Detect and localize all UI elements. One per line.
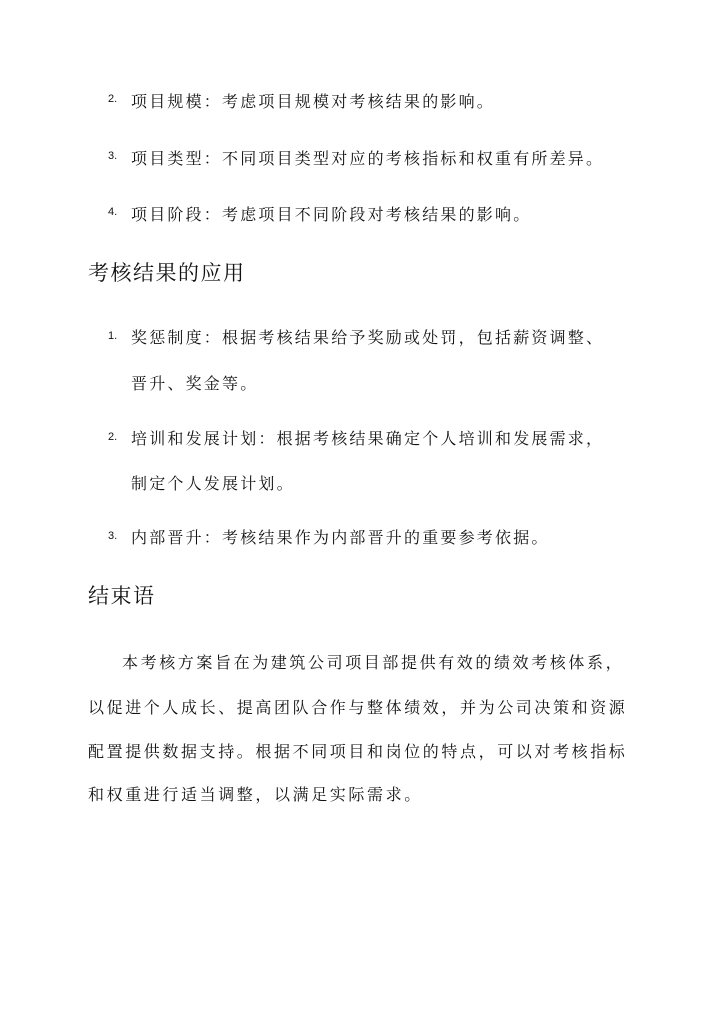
paragraph-line: 以促进个人成长、提高团队合作与整体绩效，并为公司决策和资源 (88, 698, 628, 717)
list-item-text-continued: 制定个人发展计划。 (131, 474, 295, 493)
list-item-number: 2. (108, 431, 118, 443)
list-item-number: 1. (108, 330, 118, 342)
list-item-number: 3. (108, 150, 118, 162)
list-item-text: 项目规模：考虑项目规模对考核结果的影响。 (131, 92, 496, 111)
list-item-number: 2. (108, 93, 118, 105)
list-item-number: 4. (108, 206, 118, 218)
paragraph-line: 本考核方案旨在为建筑公司项目部提供有效的绩效考核体系， (122, 653, 625, 672)
list-item-number: 3. (108, 530, 118, 542)
paragraph-line: 配置提供数据支持。根据不同项目和岗位的特点，可以对考核指标 (88, 742, 628, 761)
paragraph-line: 和权重进行适当调整，以满足实际需求。 (88, 785, 423, 804)
list-item-text: 奖惩制度：根据考核结果给予奖励或处罚，包括薪资调整、 (131, 328, 605, 347)
list-item-text: 项目类型：不同项目类型对应的考核指标和权重有所差异。 (131, 149, 605, 168)
section-heading: 考核结果的应用 (88, 261, 246, 285)
section-heading: 结束语 (88, 584, 156, 608)
list-item-text: 培训和发展计划：根据考核结果确定个人培训和发展需求， (131, 429, 605, 448)
list-item-text-continued: 晋升、奖金等。 (131, 374, 259, 393)
list-item-text: 项目阶段：考虑项目不同阶段对考核结果的影响。 (131, 205, 532, 224)
list-item-text: 内部晋升：考核结果作为内部晋升的重要参考依据。 (131, 528, 550, 547)
